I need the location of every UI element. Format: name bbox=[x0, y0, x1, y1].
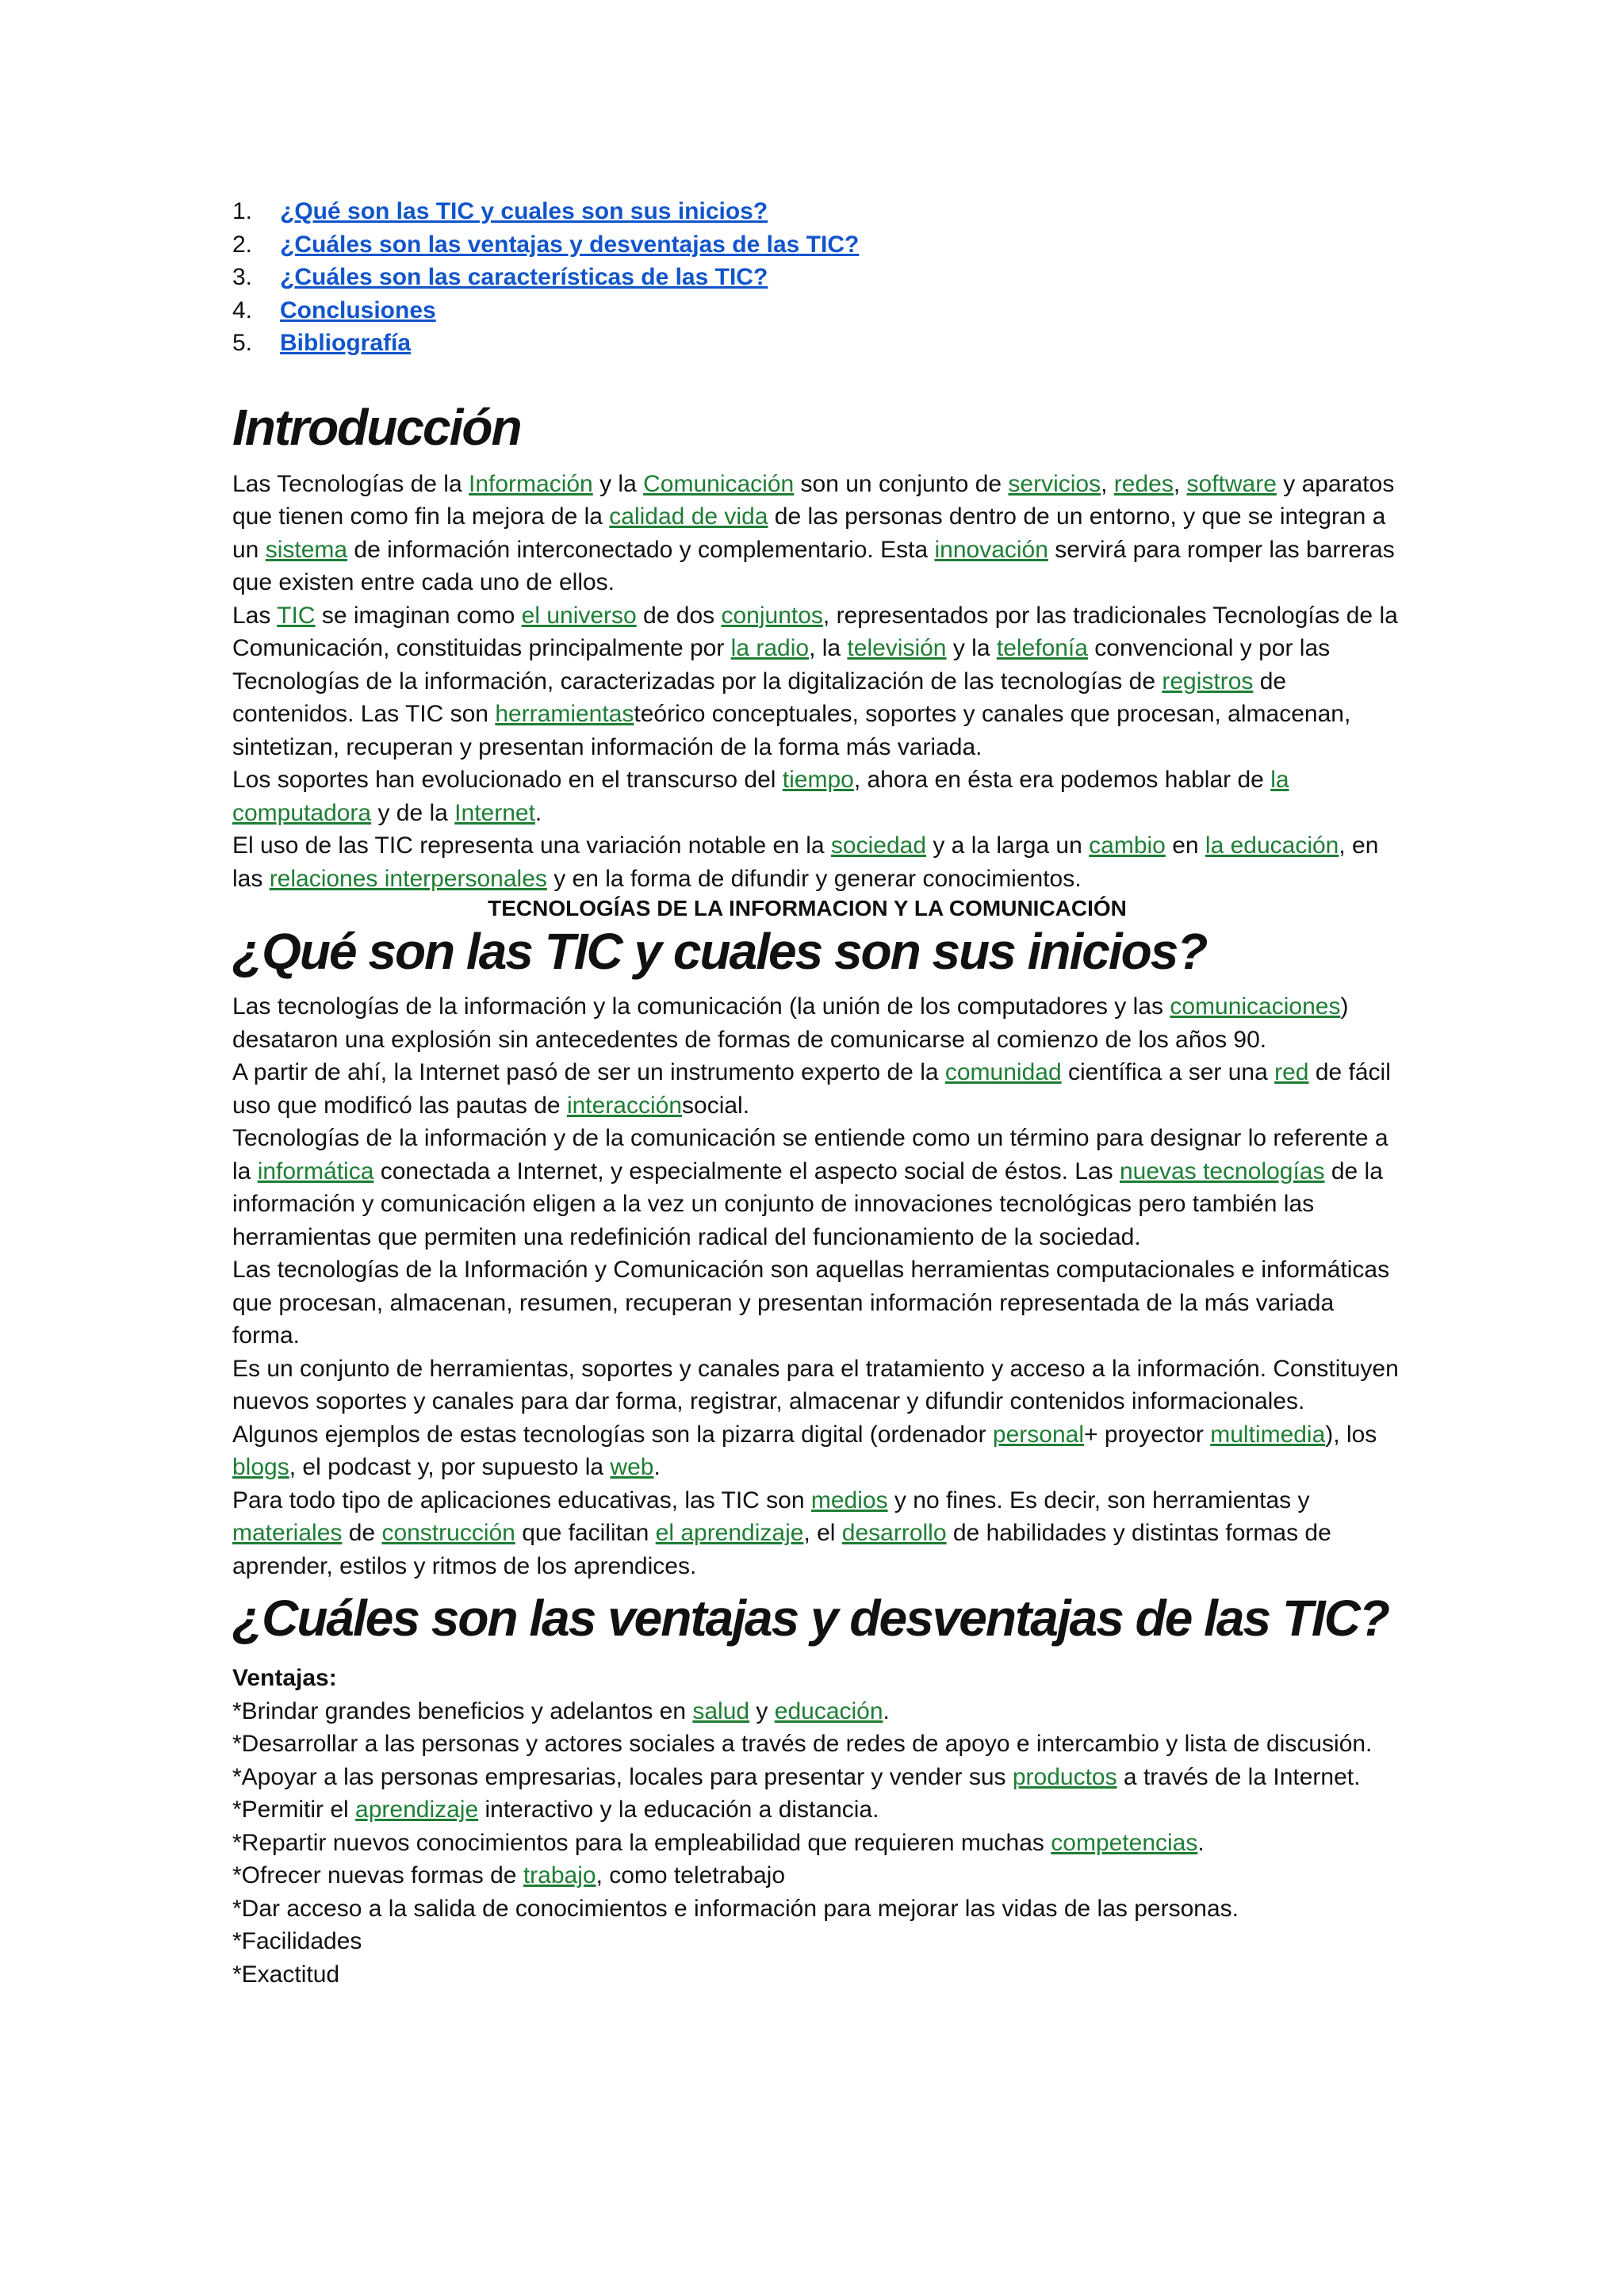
text-run: Las bbox=[232, 602, 278, 629]
tic-paragraph bbox=[232, 1253, 1406, 1353]
inline-link[interactable]: sociedad bbox=[830, 832, 927, 859]
text-run: ) desataron una explosión sin antecedentes de formas de comunicarse al comienzo de los años 90. bbox=[232, 993, 1349, 1053]
text-run: ), los bbox=[1325, 1421, 1377, 1448]
toc-link[interactable]: Conclusiones bbox=[280, 297, 436, 323]
inline-link[interactable]: calidad de vida bbox=[609, 503, 768, 530]
text-run: y en la forma de difundir y generar conocimientos. bbox=[546, 865, 1082, 892]
text-run: de la información y comunicación eligen a la vez un conjunto de innovaciones tecnológicas pero también las herramientas que permiten una redefinición radical del funcionamiento de la sociedad. bbox=[232, 1158, 1383, 1250]
text-run: de habilidades y distintas formas de aprender, estilos y ritmos de los aprendices. bbox=[232, 1520, 1331, 1579]
toc-item bbox=[232, 261, 1406, 294]
inline-link[interactable]: trabajo bbox=[523, 1862, 596, 1888]
intro-paragraph bbox=[232, 829, 1406, 895]
ventaja-item bbox=[232, 1761, 1406, 1794]
inline-link[interactable]: tiempo bbox=[782, 767, 854, 793]
toc-number: 1. bbox=[232, 198, 253, 224]
text-run: convencional y por las Tecnologías de la información, caracterizadas por la digitalización de las tecnologías de bbox=[232, 635, 1331, 695]
intro-paragraph bbox=[232, 599, 1406, 764]
inline-link[interactable]: telefonía bbox=[996, 635, 1088, 661]
tic-paragraph bbox=[232, 1353, 1406, 1418]
text-run: *Apoyar a las personas empresarias, locales para presentar y vender sus bbox=[232, 1763, 1013, 1790]
toc-item bbox=[232, 294, 1406, 327]
centered-section-title: TECNOLOGÍAS DE LA INFORMACION Y LA COMUNICACIÓN bbox=[488, 896, 1127, 920]
tic-section bbox=[232, 990, 1406, 1582]
text-run: , como teletrabajo bbox=[596, 1862, 786, 1888]
ventaja-item bbox=[232, 1827, 1406, 1860]
tic-paragraph bbox=[232, 990, 1406, 1056]
text-run: *Permitir el bbox=[232, 1797, 356, 1823]
text-run: + proyector bbox=[1083, 1421, 1211, 1448]
inline-link[interactable]: web bbox=[610, 1454, 654, 1480]
toc-number: 3. bbox=[232, 264, 253, 290]
inline-link[interactable]: la radio bbox=[730, 635, 810, 661]
toc-number: 2. bbox=[232, 231, 253, 258]
text-run: , bbox=[1173, 470, 1187, 497]
text-run: teórico conceptuales, soportes y canales que procesan, almacenan, sintetizan, recuperan y presentan información de la forma más variada. bbox=[232, 701, 1351, 760]
inline-link[interactable]: salud bbox=[692, 1697, 750, 1724]
text-run: Los soportes han evolucionado en el transcurso del bbox=[232, 767, 783, 793]
text-run: *Brindar grandes beneficios y adelantos en bbox=[232, 1697, 693, 1724]
inline-link[interactable]: materiales bbox=[232, 1520, 343, 1546]
text-run: y bbox=[749, 1697, 775, 1724]
text-run: , el podcast y, por supuesto la bbox=[289, 1454, 611, 1480]
text-run: social. bbox=[682, 1092, 750, 1119]
inline-link[interactable]: Información bbox=[469, 470, 593, 497]
intro-paragraph bbox=[232, 468, 1406, 599]
inline-link[interactable]: TIC bbox=[277, 602, 316, 629]
text-run: , bbox=[1101, 470, 1114, 497]
inline-link[interactable]: medios bbox=[810, 1487, 888, 1513]
inline-link[interactable]: desarrollo bbox=[841, 1520, 947, 1546]
text-run: *Repartir nuevos conocimientos para la empleabilidad que requieren muchas bbox=[232, 1829, 1051, 1856]
intro-heading: Introducción bbox=[232, 398, 521, 456]
intro-paragraph bbox=[232, 763, 1406, 829]
toc-item bbox=[232, 327, 1406, 360]
text-run: Algunos ejemplos de estas tecnologías son la pizarra digital (ordenador bbox=[232, 1421, 993, 1448]
text-run: . bbox=[534, 799, 542, 826]
table-of-contents bbox=[232, 195, 1406, 360]
inline-link[interactable]: cambio bbox=[1089, 832, 1166, 859]
text-run: . bbox=[883, 1697, 890, 1724]
text-run: *Desarrollar a las personas y actores sociales a través de redes de apoyo e intercambio y lista de discusión. bbox=[232, 1731, 1373, 1757]
ventaja-item bbox=[232, 1925, 1406, 1958]
inline-link[interactable]: el universo bbox=[521, 602, 637, 629]
inline-link[interactable]: competencias bbox=[1051, 1829, 1198, 1856]
text-run: , el bbox=[803, 1520, 842, 1546]
ventajas-section bbox=[232, 1662, 1406, 1991]
text-run: Tecnologías de la información y de la comunicación se entiende como un término para designar lo referente a la bbox=[232, 1125, 1388, 1184]
document-content bbox=[232, 195, 1406, 1991]
inline-link[interactable]: sistema bbox=[265, 536, 348, 563]
inline-link[interactable]: la educación bbox=[1205, 832, 1339, 859]
text-run: de dos bbox=[636, 602, 722, 629]
inline-link[interactable]: Comunicación bbox=[643, 470, 795, 497]
text-run: y la bbox=[946, 635, 997, 661]
inline-link[interactable]: conjuntos bbox=[721, 602, 823, 629]
inline-link[interactable]: comunidad bbox=[944, 1059, 1062, 1085]
text-run: y no fines. Es decir, son herramientas y bbox=[887, 1487, 1310, 1513]
text-run: y a la larga un bbox=[926, 832, 1090, 859]
text-run: científica a ser una bbox=[1061, 1059, 1275, 1085]
text-run: y aparatos que tienen como fin la mejora de la bbox=[232, 470, 1395, 530]
text-run: de información interconectado y complementario. Esta bbox=[347, 536, 935, 563]
toc-item bbox=[232, 228, 1406, 262]
text-run: de bbox=[342, 1520, 382, 1546]
text-run: Las Tecnologías de la bbox=[232, 470, 469, 497]
text-run: , ahora en ésta era podemos hablar de bbox=[853, 767, 1271, 793]
text-run: *Facilidades bbox=[232, 1928, 362, 1954]
text-run: A partir de ahí, la Internet pasó de ser un instrumento experto de la bbox=[232, 1059, 945, 1085]
ventaja-item bbox=[232, 1695, 1406, 1728]
text-run: , la bbox=[809, 635, 848, 661]
text-run: son un conjunto de bbox=[794, 470, 1009, 497]
toc-link[interactable]: Bibliografía bbox=[280, 330, 412, 356]
text-run: interactivo y la educación a distancia. bbox=[478, 1797, 879, 1823]
tic-paragraph bbox=[232, 1056, 1406, 1122]
inline-link[interactable]: nuevas tecnologías bbox=[1119, 1158, 1325, 1184]
ventaja-item bbox=[232, 1892, 1406, 1926]
inline-link[interactable]: blogs bbox=[232, 1454, 289, 1480]
tic-paragraph bbox=[232, 1122, 1406, 1253]
text-run: , en las bbox=[232, 832, 1379, 892]
ventaja-item bbox=[232, 1728, 1406, 1761]
toc-item bbox=[232, 195, 1406, 228]
ventaja-item bbox=[232, 1859, 1406, 1892]
text-run: Es un conjunto de herramientas, soportes y canales para el tratamiento y acceso a la información. Constituyen nuevos soportes y canales para dar forma, registrar, almacenar y difundir contenidos informacionales. bbox=[232, 1355, 1399, 1414]
text-run: Para todo tipo de aplicaciones educativas, las TIC son bbox=[232, 1487, 811, 1513]
ventajas-label: Ventajas: bbox=[232, 1665, 337, 1691]
inline-link[interactable]: software bbox=[1186, 470, 1277, 497]
text-run: y la bbox=[592, 470, 644, 497]
text-run: y de la bbox=[371, 799, 455, 826]
text-run: de fácil uso que modificó las pautas de bbox=[232, 1059, 1391, 1119]
inline-link[interactable]: relaciones interpersonales bbox=[269, 865, 547, 892]
text-run: de las personas dentro de un entorno, y que se integran a un bbox=[232, 503, 1386, 563]
toc-number: 4. bbox=[232, 297, 253, 323]
tic-heading: ¿Qué son las TIC y cuales son sus inicios? bbox=[232, 923, 1207, 980]
inline-link[interactable]: el aprendizaje bbox=[655, 1520, 804, 1546]
inline-link[interactable]: informática bbox=[257, 1158, 374, 1184]
text-run: Las tecnologías de la información y la comunicación (la unión de los computadores y las bbox=[232, 993, 1170, 1020]
text-run: El uso de las TIC representa una variación notable en la bbox=[232, 832, 831, 859]
inline-link[interactable]: educación bbox=[774, 1697, 883, 1724]
inline-link[interactable]: multimedia bbox=[1210, 1421, 1326, 1448]
inline-link[interactable]: construcción bbox=[381, 1520, 515, 1546]
inline-link[interactable]: registros bbox=[1162, 668, 1254, 695]
toc-number: 5. bbox=[232, 330, 253, 356]
inline-link[interactable]: Internet bbox=[454, 799, 535, 826]
inline-link[interactable]: redes bbox=[1113, 470, 1174, 497]
intro-section bbox=[232, 468, 1406, 896]
text-run: de contenidos. Las TIC son bbox=[232, 668, 1287, 727]
text-run: *Dar acceso a la salida de conocimientos e información para mejorar las vidas de las personas. bbox=[232, 1895, 1239, 1922]
inline-link[interactable]: innovación bbox=[934, 536, 1048, 563]
text-run: . bbox=[653, 1454, 661, 1480]
inline-link[interactable]: interacción bbox=[566, 1092, 683, 1119]
text-run: . bbox=[1197, 1829, 1205, 1856]
tic-paragraph bbox=[232, 1418, 1406, 1484]
inline-link[interactable]: herramientas bbox=[495, 701, 634, 727]
inline-link[interactable]: la computadora bbox=[232, 767, 1289, 826]
toc-link[interactable]: ¿Cuáles son las ventajas y desventajas de las TIC? bbox=[280, 231, 860, 258]
toc-link[interactable]: ¿Cuáles son las características de las TIC? bbox=[280, 264, 768, 290]
text-run: , representados por las tradicionales Tecnologías de la Comunicación, constituidas principalmente por bbox=[232, 602, 1398, 661]
toc-link[interactable]: ¿Qué son las TIC y cuales son sus inicios? bbox=[280, 198, 768, 224]
inline-link[interactable]: comunicaciones bbox=[1170, 993, 1341, 1020]
inline-link[interactable]: red bbox=[1274, 1059, 1309, 1085]
inline-link[interactable]: servicios bbox=[1008, 470, 1101, 497]
text-run: se imaginan como bbox=[315, 602, 522, 629]
inline-link[interactable]: televisión bbox=[847, 635, 947, 661]
ventaja-item bbox=[232, 1793, 1406, 1827]
inline-link[interactable]: personal bbox=[992, 1421, 1084, 1448]
ventajas-heading: ¿Cuáles son las ventajas y desventajas de las TIC? bbox=[232, 1590, 1388, 1647]
text-run: *Exactitud bbox=[232, 1961, 340, 1988]
text-run: que facilitan bbox=[515, 1520, 656, 1546]
text-run: Las tecnologías de la Información y Comunicación son aquellas herramientas computacionales e informáticas que procesan, almacenan, resumen, recuperan y presentan información representada de la más variada forma. bbox=[232, 1257, 1390, 1349]
ventaja-item bbox=[232, 1958, 1406, 1992]
text-run: a través de la Internet. bbox=[1116, 1763, 1361, 1790]
text-run: *Ofrecer nuevas formas de bbox=[232, 1862, 523, 1888]
tic-paragraph bbox=[232, 1484, 1406, 1583]
text-run: conectada a Internet, y especialmente el aspecto social de éstos. Las bbox=[373, 1158, 1120, 1184]
text-run: en bbox=[1165, 832, 1205, 859]
inline-link[interactable]: aprendizaje bbox=[355, 1797, 479, 1823]
text-run: servirá para romper las barreras que existen entre cada uno de ellos. bbox=[232, 536, 1395, 595]
inline-link[interactable]: productos bbox=[1012, 1763, 1117, 1790]
